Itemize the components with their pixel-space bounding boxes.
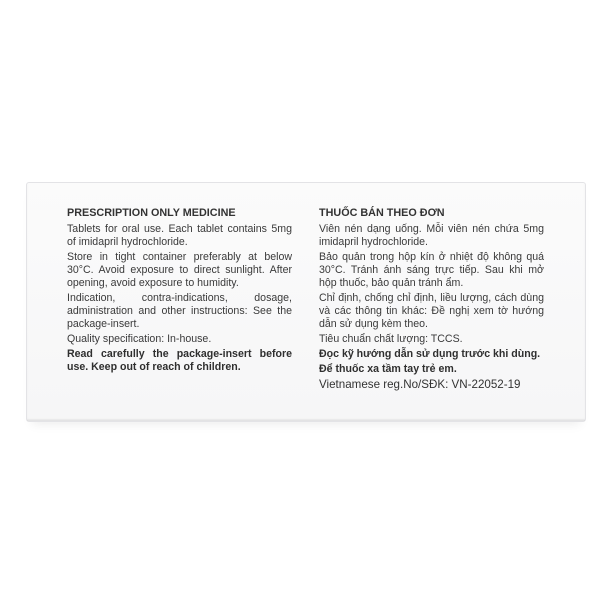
warning-text-vi-1: Đọc kỹ hướng dẫn sử dụng trước khi dùng.: [319, 348, 541, 360]
vietnamese-text-column: [319, 207, 544, 391]
prescription-heading-vi: THUỐC BÁN THEO ĐƠN: [319, 207, 445, 219]
quality-spec-text: Quality specification: In-house.: [67, 333, 212, 345]
registration-number: Vietnamese reg.No/SĐK: VN-22052-19: [319, 378, 521, 391]
indication-text: Indication, contra-indications, dosage, administration and other instructions: See the package-insert.: [67, 292, 292, 330]
indication-text-vi: Chỉ định, chống chỉ định, liều lượng, cách dùng và các thông tin khác: Đề nghị xem tờ hướng dẫn sử dụng kèm theo.: [319, 292, 544, 330]
quality-spec-text-vi: Tiêu chuẩn chất lượng: TCCS.: [319, 333, 463, 345]
prescription-heading: PRESCRIPTION ONLY MEDICINE: [67, 207, 236, 219]
storage-text: Store in tight container preferably at below 30°C. Avoid exposure to direct sunlight. After opening, avoid exposure to humidity.: [67, 251, 292, 289]
english-text-column: [67, 207, 292, 376]
composition-text-vi: Viên nén dạng uống. Mỗi viên nén chứa 5mg imidapril hydrochloride.: [319, 223, 544, 248]
medicine-box-panel: [26, 182, 586, 422]
warning-text: Read carefully the package-insert before use. Keep out of reach of children.: [67, 348, 292, 373]
warning-text-vi-2: Để thuốc xa tầm tay trẻ em.: [319, 363, 457, 375]
composition-text: Tablets for oral use. Each tablet contains 5mg of imidapril hydrochloride.: [67, 223, 292, 248]
storage-text-vi: Bảo quản trong hộp kín ở nhiệt độ không quá 30°C. Tránh ánh sáng trực tiếp. Sau khi mở hộp thuốc, bảo quản tránh ẩm.: [319, 251, 544, 289]
